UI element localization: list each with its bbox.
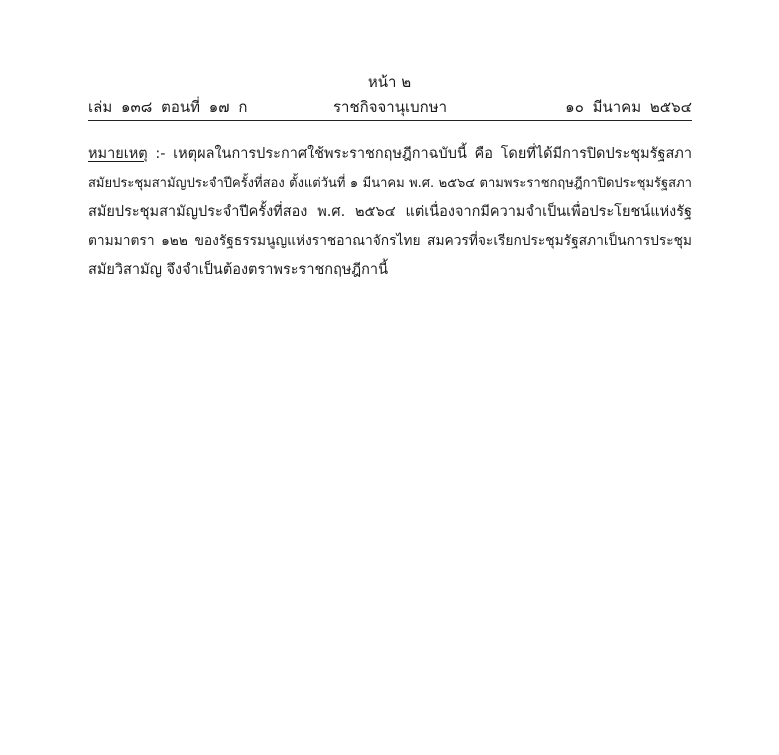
note-line: สมัยประชุมสามัญประจำปีครั้งที่สอง ตั้งแต่วันที่ ๑ มีนาคม พ.ศ. ๒๕๖๔ ตามพระราชกฤษฎีกาปิดประชุมรัฐสภา [88, 176, 692, 191]
note-text: :- เหตุผลในการประกาศใช้พระราชกฤษฎีกาฉบับนี้ คือ โดยที่ได้มีการปิดประชุมรัฐสภา [147, 146, 692, 162]
explanatory-note [88, 140, 692, 285]
gazette-name: ราชกิจจานุเบกษา [332, 98, 448, 116]
note-line: สมัยวิสามัญ จึงจำเป็นต้องตราพระราชกฤษฎีกานี้ [88, 262, 388, 278]
note-line: ตามมาตรา ๑๒๒ ของรัฐธรรมนูญแห่งราชอาณาจักรไทย สมควรที่จะเรียกประชุมรัฐสภาเป็นการประชุม [88, 233, 692, 249]
note-label: หมายเหตุ [88, 146, 148, 162]
note-line [88, 140, 692, 169]
page-number: หน้า ๒ [367, 73, 412, 91]
volume-issue: เล่ม ๑๓๘ ตอนที่ ๑๗ ก [88, 98, 248, 116]
gazette-header [88, 95, 692, 117]
header-divider [88, 120, 692, 121]
note-line: สมัยประชุมสามัญประจำปีครั้งที่สอง พ.ศ. ๒๕๖๔ แต่เนื่องจากมีความจำเป็นเพื่อประโยชน์แห่งรัฐ [88, 204, 692, 220]
publication-date: ๑๐ มีนาคม ๒๕๖๔ [565, 98, 692, 116]
